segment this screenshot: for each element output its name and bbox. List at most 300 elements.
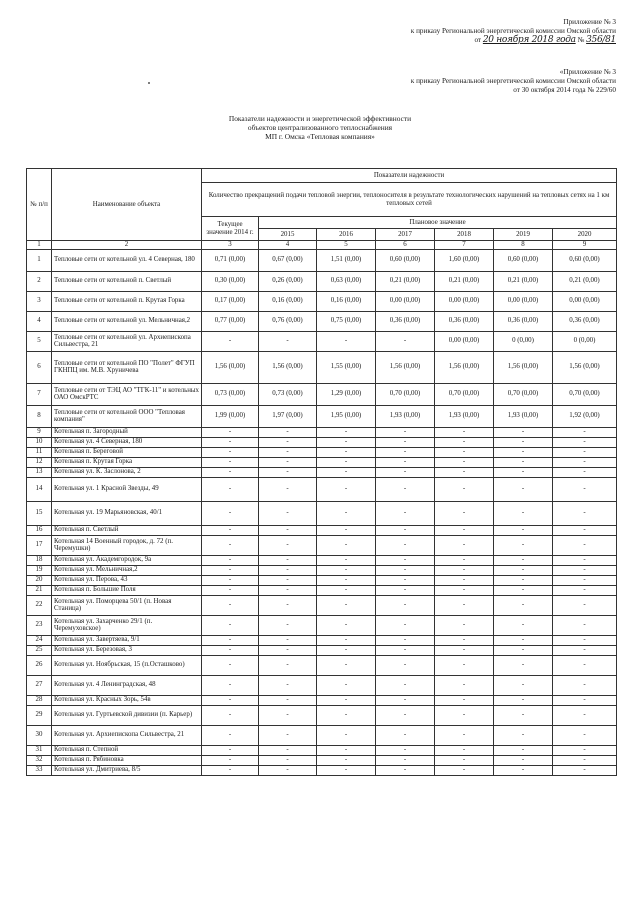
indicator-value: - — [317, 755, 376, 765]
indicator-value: - — [494, 635, 553, 645]
indicator-value: 1,95 (0,00) — [317, 405, 376, 427]
table-row — [27, 331, 617, 351]
indicator-value: 1,56 (0,00) — [435, 351, 494, 383]
indicator-value: - — [317, 501, 376, 525]
indicator-value: - — [202, 655, 259, 675]
indicator-value: - — [317, 595, 376, 615]
object-name: Тепловые сети от котельной ПО "Полет" ФГУП ГКНПЦ им. М.В. Хруничева — [52, 351, 202, 383]
indicator-value: - — [435, 477, 494, 501]
object-name: Котельная п. Крутая Горка — [52, 457, 202, 467]
indicator-value: - — [494, 565, 553, 575]
header-year: 2020 — [553, 229, 617, 241]
indicator-value: - — [553, 457, 617, 467]
indicator-value: 0,00 (0,00) — [435, 331, 494, 351]
indicator-value: 1,93 (0,00) — [435, 405, 494, 427]
indicator-value: 1,56 (0,00) — [494, 351, 553, 383]
indicator-value: - — [202, 477, 259, 501]
indicator-value: - — [259, 331, 317, 351]
row-number: 27 — [27, 675, 52, 695]
indicator-value: - — [376, 437, 435, 447]
indicator-value: 0,21 (0,00) — [553, 271, 617, 291]
indicator-value: 0,21 (0,00) — [494, 271, 553, 291]
indicator-value: - — [494, 427, 553, 437]
indicator-value: - — [435, 555, 494, 565]
row-number: 20 — [27, 575, 52, 585]
indicator-value: 0,00 (0,00) — [376, 291, 435, 311]
indicator-value: 1,51 (0,00) — [317, 249, 376, 271]
column-number: 1 — [27, 241, 52, 250]
object-name: Тепловые сети от котельной п. Крутая Горка — [52, 291, 202, 311]
indicator-value: - — [376, 467, 435, 477]
indicator-value: - — [259, 457, 317, 467]
row-number: 2 — [27, 271, 52, 291]
indicator-value: - — [376, 745, 435, 755]
indicator-value: 0,63 (0,00) — [317, 271, 376, 291]
indicator-value: - — [494, 457, 553, 467]
indicator-value: - — [376, 595, 435, 615]
row-number: 18 — [27, 555, 52, 565]
indicator-value: - — [202, 467, 259, 477]
indicator-value: - — [553, 635, 617, 645]
row-number: 9 — [27, 427, 52, 437]
object-name: Котельная ул. Завертяева, 9/1 — [52, 635, 202, 645]
object-name: Котельная п. Береговой — [52, 447, 202, 457]
indicator-value: - — [553, 555, 617, 565]
indicator-value: - — [494, 725, 553, 745]
indicator-value: - — [259, 695, 317, 705]
indicator-value: 1,99 (0,00) — [202, 405, 259, 427]
indicator-value: - — [317, 535, 376, 555]
indicator-value: 0,73 (0,00) — [259, 383, 317, 405]
table-row — [27, 615, 617, 635]
indicator-value: - — [435, 655, 494, 675]
indicator-value: 0,77 (0,00) — [202, 311, 259, 331]
indicator-value: - — [494, 615, 553, 635]
object-name: Котельная ул. Поморцева 50/1 (п. Новая Станица) — [52, 595, 202, 615]
indicator-value: - — [259, 635, 317, 645]
indicator-value: - — [202, 331, 259, 351]
indicator-value: - — [553, 565, 617, 575]
row-number: 30 — [27, 725, 52, 745]
indicator-value: - — [494, 477, 553, 501]
indicator-value: 1,56 (0,00) — [553, 351, 617, 383]
header-year: 2017 — [376, 229, 435, 241]
indicator-value: - — [259, 535, 317, 555]
row-number: 22 — [27, 595, 52, 615]
indicator-value: - — [202, 725, 259, 745]
indicator-value: - — [259, 555, 317, 565]
indicator-value: - — [494, 447, 553, 457]
indicator-value: - — [259, 447, 317, 457]
indicator-value: 0,26 (0,00) — [259, 271, 317, 291]
indicator-value: 1,93 (0,00) — [376, 405, 435, 427]
table-row — [27, 437, 617, 447]
indicator-value: - — [494, 575, 553, 585]
order-reference: к приказу Региональной энергетической комиссии Омской области — [410, 77, 616, 85]
indicator-value: - — [259, 595, 317, 615]
indicator-value: - — [202, 427, 259, 437]
indicator-value: - — [317, 331, 376, 351]
indicator-value: - — [553, 535, 617, 555]
indicator-value: - — [376, 765, 435, 775]
row-number: 14 — [27, 477, 52, 501]
table-row — [27, 477, 617, 501]
indicator-value: - — [259, 467, 317, 477]
indicator-value: - — [553, 615, 617, 635]
header-object-name: Наименование объекта — [52, 169, 202, 241]
indicator-value: - — [317, 427, 376, 437]
indicator-value: - — [553, 745, 617, 755]
indicator-value: - — [259, 675, 317, 695]
scan-speck — [148, 82, 150, 84]
indicator-value: - — [317, 675, 376, 695]
indicator-value: - — [376, 331, 435, 351]
indicator-value: - — [494, 745, 553, 755]
object-name: Котельная ул. Мельничная,2 — [52, 565, 202, 575]
title-line: объектов централизованного теплоснабжения — [247, 123, 393, 132]
indicator-value: - — [202, 437, 259, 447]
object-name: Котельная п. Светлый — [52, 525, 202, 535]
header-year: 2016 — [317, 229, 376, 241]
indicator-value: - — [553, 655, 617, 675]
indicator-value: 0,75 (0,00) — [317, 311, 376, 331]
row-number: 8 — [27, 405, 52, 427]
indicator-value: - — [435, 457, 494, 467]
column-number: 2 — [52, 241, 202, 250]
table-row — [27, 635, 617, 645]
indicator-value: - — [317, 457, 376, 467]
indicator-value: 0,36 (0,00) — [494, 311, 553, 331]
indicator-value: - — [317, 565, 376, 575]
header-year: 2015 — [259, 229, 317, 241]
indicator-value: - — [435, 595, 494, 615]
indicator-value: - — [376, 447, 435, 457]
indicator-value: 1,29 (0,00) — [317, 383, 376, 405]
table-body — [27, 249, 617, 775]
indicator-value: - — [553, 705, 617, 725]
indicator-value: - — [317, 585, 376, 595]
column-number: 5 — [317, 241, 376, 250]
indicator-value: - — [376, 525, 435, 535]
row-number: 26 — [27, 655, 52, 675]
row-number: 16 — [27, 525, 52, 535]
indicator-value: - — [317, 655, 376, 675]
object-name: Котельная ул. Гуртьевской дивизии (п. Карьер) — [52, 705, 202, 725]
table-row — [27, 271, 617, 291]
indicator-value: 0,00 (0,00) — [494, 291, 553, 311]
column-number: 8 — [494, 241, 553, 250]
indicator-value: - — [553, 575, 617, 585]
order-reference: к приказу Региональной энергетической комиссии Омской области — [410, 27, 616, 35]
table-row — [27, 447, 617, 457]
object-name: Котельная ул. Красных Зорь, 54в — [52, 695, 202, 705]
table-row — [27, 383, 617, 405]
table-row — [27, 427, 617, 437]
indicator-value: - — [376, 535, 435, 555]
row-number: 33 — [27, 765, 52, 775]
indicator-value: - — [553, 447, 617, 457]
table-row — [27, 705, 617, 725]
row-number: 15 — [27, 501, 52, 525]
indicator-value: - — [259, 501, 317, 525]
indicator-value: - — [553, 437, 617, 447]
indicator-value: 0,60 (0,00) — [494, 249, 553, 271]
indicator-value: 0,76 (0,00) — [259, 311, 317, 331]
indicator-value: 0,73 (0,00) — [202, 383, 259, 405]
indicator-value: - — [317, 437, 376, 447]
indicator-value: 1,56 (0,00) — [202, 351, 259, 383]
object-name: Тепловые сети от котельной ООО "Тепловая компания" — [52, 405, 202, 427]
indicator-value: - — [553, 477, 617, 501]
indicator-value: - — [376, 615, 435, 635]
indicator-value: 0,30 (0,00) — [202, 271, 259, 291]
indicator-value: 0,70 (0,00) — [494, 383, 553, 405]
indicator-value: - — [435, 535, 494, 555]
object-name: Тепловые сети от котельной ул. Мельничная,2 — [52, 311, 202, 331]
indicator-value: - — [317, 645, 376, 655]
object-name: Котельная ул. Захарченко 29/1 (п. Черемуховское) — [52, 615, 202, 635]
indicator-value: - — [259, 585, 317, 595]
indicator-value: - — [553, 501, 617, 525]
indicator-value: - — [259, 437, 317, 447]
indicator-value: - — [317, 745, 376, 755]
indicator-value: 1,55 (0,00) — [317, 351, 376, 383]
header-year: 2019 — [494, 229, 553, 241]
indicator-value: - — [202, 565, 259, 575]
order-date-line: от 30 октября 2014 года № 229/60 — [513, 86, 616, 94]
row-number: 25 — [27, 645, 52, 655]
table-row — [27, 725, 617, 745]
indicator-value: - — [317, 575, 376, 585]
row-number: 32 — [27, 755, 52, 765]
date-prefix: от — [474, 36, 482, 44]
indicator-value: - — [259, 565, 317, 575]
indicator-value: 0,36 (0,00) — [435, 311, 494, 331]
indicator-value: - — [202, 501, 259, 525]
indicator-value: 0 (0,00) — [553, 331, 617, 351]
table-row — [27, 291, 617, 311]
indicator-value: - — [202, 595, 259, 615]
indicator-value: - — [317, 765, 376, 775]
indicator-value: - — [202, 675, 259, 695]
indicator-value: - — [202, 705, 259, 725]
indicator-value: - — [494, 535, 553, 555]
indicator-value: - — [202, 585, 259, 595]
indicator-value: - — [202, 755, 259, 765]
indicator-value: 1,97 (0,00) — [259, 405, 317, 427]
row-number: 24 — [27, 635, 52, 645]
indicator-value: - — [376, 477, 435, 501]
indicator-value: - — [202, 635, 259, 645]
row-number: 28 — [27, 695, 52, 705]
indicator-value: 0,21 (0,00) — [435, 271, 494, 291]
indicator-value: 0,16 (0,00) — [259, 291, 317, 311]
row-number: 31 — [27, 745, 52, 755]
table-row — [27, 645, 617, 655]
indicator-value: - — [435, 745, 494, 755]
row-number: 3 — [27, 291, 52, 311]
indicator-value: - — [259, 725, 317, 745]
indicator-value: - — [376, 755, 435, 765]
row-number: 5 — [27, 331, 52, 351]
row-number: 13 — [27, 467, 52, 477]
indicator-value: - — [494, 595, 553, 615]
indicator-value: 1,60 (0,00) — [435, 249, 494, 271]
indicator-value: - — [494, 705, 553, 725]
object-name: Котельная 14 Военный городок, д. 72 (п. Черемушки) — [52, 535, 202, 555]
document-title — [170, 114, 470, 141]
indicator-value: 0,36 (0,00) — [553, 311, 617, 331]
object-name: Котельная ул. Березовая, 3 — [52, 645, 202, 655]
indicator-value: - — [376, 705, 435, 725]
table-row — [27, 765, 617, 775]
header-interruptions: Количество прекращений подачи тепловой энергии, теплоносителя в результате технологических нарушений на тепловых сетях на 1 км тепловых сетей — [202, 183, 617, 217]
row-number: 17 — [27, 535, 52, 555]
indicator-value: 0,17 (0,00) — [202, 291, 259, 311]
indicator-value: - — [553, 467, 617, 477]
title-line: Показатели надежности и энергетической эффективности — [228, 114, 412, 123]
order-date-line — [411, 36, 616, 45]
appendix-label: Приложение № 3 — [563, 18, 616, 26]
indicator-value: - — [553, 645, 617, 655]
indicator-value: - — [376, 555, 435, 565]
table-row — [27, 745, 617, 755]
row-number: 11 — [27, 447, 52, 457]
appendix-label: «Приложение № 3 — [559, 68, 616, 76]
indicator-value: - — [376, 645, 435, 655]
indicator-value: - — [376, 585, 435, 595]
column-number: 9 — [553, 241, 617, 250]
indicator-value: - — [494, 467, 553, 477]
row-number: 23 — [27, 615, 52, 635]
indicator-value: - — [376, 575, 435, 585]
column-number: 4 — [259, 241, 317, 250]
handwritten-date: 20 ноября 2018 года — [482, 35, 576, 45]
indicator-value: - — [259, 615, 317, 635]
indicator-value: - — [553, 765, 617, 775]
object-name: Котельная ул. 19 Марьяновская, 40/1 — [52, 501, 202, 525]
object-name: Тепловые сети от ТЭЦ АО "ТГК-11" и котельных ОАО ОмскРТС — [52, 383, 202, 405]
indicator-value: 1,56 (0,00) — [259, 351, 317, 383]
indicator-value: - — [317, 615, 376, 635]
indicator-value: - — [553, 755, 617, 765]
object-name: Котельная п. Большие Поля — [52, 585, 202, 595]
indicator-value: 1,93 (0,00) — [494, 405, 553, 427]
table-row — [27, 249, 617, 271]
column-number: 6 — [376, 241, 435, 250]
object-name: Котельная ул. Дмитриева, 8/5 — [52, 765, 202, 775]
row-number: 4 — [27, 311, 52, 331]
object-name: Котельная ул. Архиепископа Сильвестра, 21 — [52, 725, 202, 745]
indicator-value: - — [435, 437, 494, 447]
row-number: 1 — [27, 249, 52, 271]
row-number: 21 — [27, 585, 52, 595]
indicator-value: - — [435, 427, 494, 437]
indicator-value: 0,60 (0,00) — [376, 249, 435, 271]
column-number: 3 — [202, 241, 259, 250]
indicator-value: - — [435, 467, 494, 477]
object-name: Тепловые сети от котельной п. Светлый — [52, 271, 202, 291]
indicator-value: - — [435, 447, 494, 457]
indicator-value: 0,21 (0,00) — [376, 271, 435, 291]
indicator-value: - — [202, 457, 259, 467]
indicator-value: - — [376, 675, 435, 695]
indicator-value: - — [435, 645, 494, 655]
reliability-table — [26, 168, 617, 776]
table-row — [27, 565, 617, 575]
indicator-value: - — [317, 525, 376, 535]
indicator-value: - — [494, 437, 553, 447]
indicator-value: 0,36 (0,00) — [376, 311, 435, 331]
indicator-value: - — [202, 765, 259, 775]
indicator-value: - — [202, 555, 259, 565]
indicator-value: - — [259, 705, 317, 725]
table-row — [27, 311, 617, 331]
column-number: 7 — [435, 241, 494, 250]
indicator-value: 0,70 (0,00) — [553, 383, 617, 405]
indicator-value: - — [553, 525, 617, 535]
indicator-value: 0,16 (0,00) — [317, 291, 376, 311]
indicator-value: - — [259, 427, 317, 437]
indicator-value: - — [259, 765, 317, 775]
object-name: Котельная п. Загородный — [52, 427, 202, 437]
table-row — [27, 755, 617, 765]
indicator-value: - — [435, 501, 494, 525]
indicator-value: - — [202, 575, 259, 585]
indicator-value: 0,71 (0,00) — [202, 249, 259, 271]
column-numbers-row — [27, 241, 617, 250]
indicator-value: 0,70 (0,00) — [376, 383, 435, 405]
object-name: Котельная ул. 1 Красной Звезды, 49 — [52, 477, 202, 501]
indicator-value: - — [494, 555, 553, 565]
indicator-value: - — [202, 535, 259, 555]
row-number: 29 — [27, 705, 52, 725]
appendix-header-current — [411, 18, 616, 45]
indicator-value: - — [259, 477, 317, 501]
table-row — [27, 655, 617, 675]
indicator-value: - — [317, 705, 376, 725]
indicator-value: 0,67 (0,00) — [259, 249, 317, 271]
indicator-value: - — [317, 555, 376, 565]
indicator-value: - — [259, 575, 317, 585]
indicator-value: - — [376, 427, 435, 437]
object-name: Котельная п. Рябиновка — [52, 755, 202, 765]
object-name: Тепловые сети от котельной ул. 4 Северная, 180 — [52, 249, 202, 271]
indicator-value: - — [259, 645, 317, 655]
indicator-value: - — [494, 675, 553, 695]
indicator-value: - — [259, 745, 317, 755]
indicator-value: - — [376, 635, 435, 645]
indicator-value: - — [435, 705, 494, 725]
number-label: № — [577, 36, 585, 44]
object-name: Котельная ул. К. Заслонова, 2 — [52, 467, 202, 477]
table-row — [27, 405, 617, 427]
object-name: Котельная ул. 4 Северная, 180 — [52, 437, 202, 447]
table-row — [27, 575, 617, 585]
indicator-value: - — [435, 755, 494, 765]
indicator-value: - — [202, 525, 259, 535]
indicator-value: - — [259, 755, 317, 765]
indicator-value: - — [202, 615, 259, 635]
indicator-value: - — [435, 585, 494, 595]
table-row — [27, 467, 617, 477]
indicator-value: - — [376, 725, 435, 745]
object-name: Тепловые сети от котельной ул. Архиепископа Сильвестра, 21 — [52, 331, 202, 351]
indicator-value: 1,92 (0,00) — [553, 405, 617, 427]
indicator-value: - — [494, 585, 553, 595]
indicator-value: - — [494, 755, 553, 765]
indicator-value: - — [553, 595, 617, 615]
